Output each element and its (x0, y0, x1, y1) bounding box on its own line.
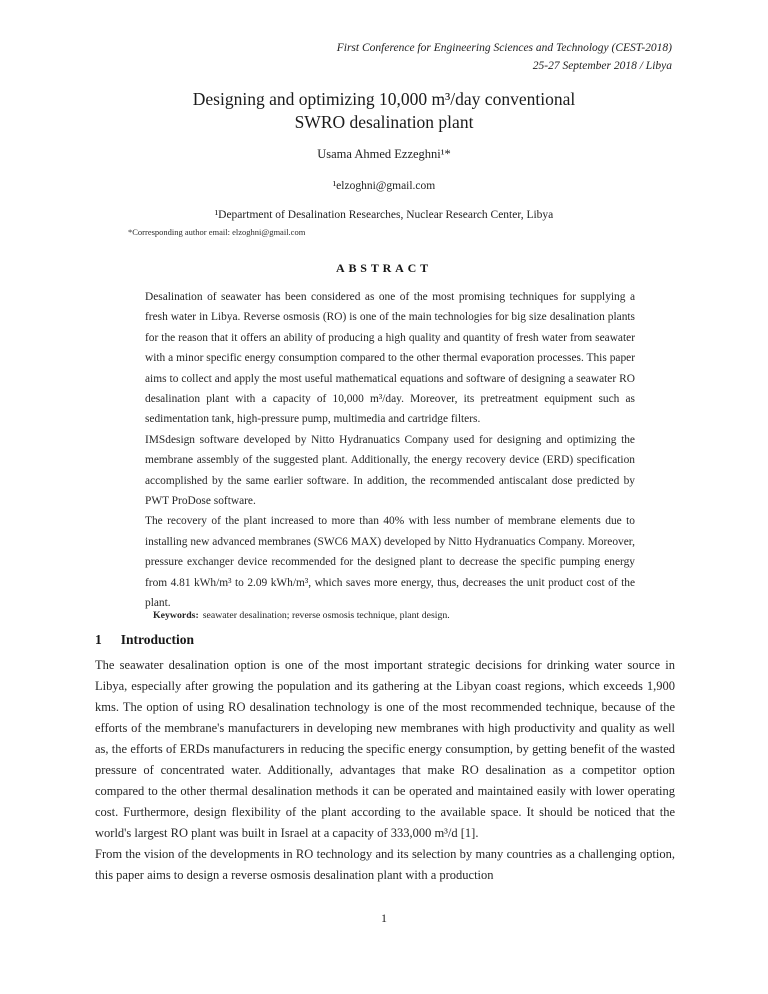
page-number: 1 (381, 911, 387, 925)
author-email: ¹elzoghni@gmail.com (332, 180, 436, 192)
conference-header (337, 40, 672, 75)
keywords-line (153, 610, 643, 621)
introduction-paragraph-1: The seawater desalination option is one of the most important strategic decisions for drinking water source in Libya, especially after growing the population and its gathering at the Libyan coast regions, which exceeds 1,900 kms. The option of using RO desalination technology is one of the most recommended technique, because of the efforts of the membrane's manufacturers in developing new membranes with high productivity and quality as well as, the efforts of ERDs manufacturers in reducing the specific energy consumption, by getting benefit of the wasted pressure of concentrated water. Additionally, advantages that make RO desalination as a competitor option compared to the other thermal desalination methods it can be operated and maintained easily with lower operating cost. Furthermore, design flexibility of the plant according to the available space. It should be noticed that the world's largest RO plant was built in Israel at a capacity of 333,000 m³/d [1]. (95, 658, 675, 840)
keywords-label: Keywords: (153, 610, 199, 621)
author-name: Usama Ahmed Ezzeghni¹* (317, 147, 451, 161)
introduction-body (95, 655, 675, 886)
abstract-paragraph-3: The recovery of the plant increased to more than 40% with less number of membrane elements due to installing new advanced membranes (SWC6 MAX) developed by Nitto Hydranuatics Company. Moreover, pressure exchanger device recommended for the designed plant to decrease the specific pumping energy from 4.81 kWh/m³ to 2.09 kWh/m³, which saves more energy, thus, decreases the unit product cost of the plant. (145, 515, 635, 610)
abstract-paragraph-1: Desalination of seawater has been considered as one of the most promising techniques for supplying a fresh water in Libya. Reverse osmosis (RO) is one of the main technologies for big size desalination plants for the reason that it offers an ability of producing a high quality and quantity of fresh water from seawater with a minor specific energy consumption compared to the other thermal evaporation processes. This paper aims to collect and apply the most useful mathematical equations and software of designing a seawater RO desalination plant with a capacity of 10,000 m³/day. Moreover, its pretreatment equipment such as sedimentation tank, high-pressure pump, multimedia and cartridge filters. (145, 291, 635, 426)
keywords-text: seawater desalination; reverse osmosis technique, plant design. (202, 610, 450, 621)
introduction-paragraph-2: From the vision of the developments in RO technology and its selection by many countries as a challenging option, this paper aims to design a reverse osmosis desalination plant with a production (95, 847, 675, 882)
abstract-body (145, 287, 635, 614)
section-title: Introduction (120, 632, 195, 647)
paper-title (0, 88, 768, 134)
author-affiliation: ¹Department of Desalination Researches, Nuclear Research Center, Libya (214, 209, 554, 221)
section-number: 1 (95, 632, 102, 647)
corresponding-author-note: *Corresponding author email: elzoghni@gmail.com (128, 227, 306, 237)
paper-title-line1: Designing and optimizing 10,000 m³/day conventional (192, 89, 576, 109)
abstract-paragraph-2: IMSdesign software developed by Nitto Hydranuatics Company used for designing and optimizing the membrane assembly of the suggested plant. Additionally, the energy recovery device (ERD) specification accomplished by the same earlier software. In addition, the recommended antiscalant dose predicted by PWT ProDose software. (145, 433, 635, 508)
section-heading-introduction (95, 632, 194, 648)
conference-date-location: 25-27 September 2018 / Libya (532, 59, 672, 72)
conference-name: First Conference for Engineering Sciences and Technology (CEST-2018) (336, 42, 672, 54)
paper-title-line2: SWRO desalination plant (294, 112, 474, 132)
abstract-heading: ABSTRACT (335, 261, 433, 275)
